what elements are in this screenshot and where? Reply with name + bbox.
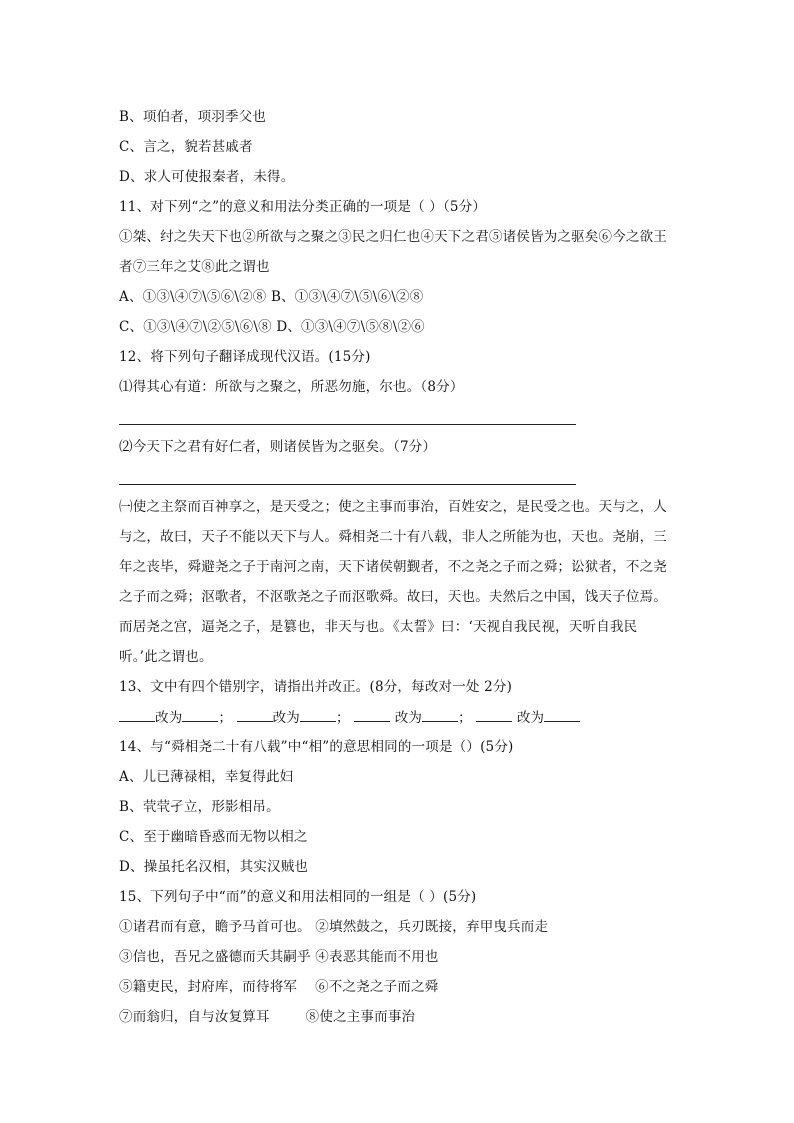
q13-fill-blanks <box>119 707 580 728</box>
q12-sentence-1: ⑴得其心有道：所欲与之聚之，所恶勿施，尔也。（8分） <box>119 379 464 395</box>
q11-items-line-2: 者⑦三年之艾⑧此之谓也 <box>119 259 270 275</box>
answer-line-1[interactable] <box>119 424 576 425</box>
answer-line-2[interactable] <box>119 484 576 485</box>
q12-sentence-2: ⑵今天下之君有好仁者，则诸侯皆为之驱矣。（7分） <box>119 439 437 455</box>
q11-options-ab: A、①③\④⑦\⑤⑥\②⑧ B、①③\④⑦\⑤\⑥\②⑧ <box>119 289 424 305</box>
fill-blank[interactable] <box>544 707 580 722</box>
passage-line-5: 而居尧之宫，逼尧之子，是篡也，非天与也。《太誓》曰：‘天视自我民视，天听自我民 <box>119 619 638 635</box>
fill-blank[interactable] <box>119 707 155 722</box>
question-12: 12、将下列句子翻译成现代汉语。(15分) <box>119 349 371 365</box>
q11-options-cd: C、①③\④⑦\②⑤\⑥\⑧ D、①③\④⑦\⑤⑧\②⑥ <box>119 319 425 335</box>
fill-blank[interactable] <box>237 707 273 722</box>
passage-line-4: 之子而之舜；沤歌者，不沤歌尧之子而沤歌舜。故曰，天也。夫然后之中国，饯天子位焉。 <box>119 589 667 605</box>
change-to-label: 改为 <box>155 710 183 726</box>
q11-items-line-1: ①桀、纣之失天下也②所欲与之聚之③民之归仁也④天下之君⑤诸侯皆为之驱矣⑥今之欲王 <box>119 229 667 245</box>
passage-line-3: 年之丧毕，舜避尧之子于南河之南，天下诸侯朝觐者，不之尧之子而之舜；讼狱者，不之尧 <box>119 559 667 575</box>
option-c-line: C、言之，貌若甚戚者 <box>119 139 253 155</box>
separator: ； <box>218 710 233 726</box>
question-14: 14、与“舜相尧二十有八载”中“相”的意思相同的一项是（）(5分) <box>119 739 514 755</box>
question-15: 15、下列句子中“而”的意义和用法相同的一组是（ ）(5分) <box>119 889 477 905</box>
option-b-line: B、项伯者，项羽季父也 <box>119 109 267 125</box>
q14-option-a: A、儿已薄禄相，幸复得此妇 <box>119 769 294 785</box>
passage-line-6: 听。’此之谓也。 <box>119 649 213 665</box>
fill-blank[interactable] <box>422 707 458 722</box>
change-to-label: 改为 <box>516 710 545 726</box>
q15-items-7-8: ⑦而翁归，自与汝复算耳 ⑧使之主事而事治 <box>119 1009 416 1025</box>
fill-blank[interactable] <box>182 707 218 722</box>
question-13: 13、文中有四个错别字，请指出并改正。(8分，每改对一处 2分) <box>119 679 513 695</box>
q14-option-b: B、茕茕孑立，形影相吊。 <box>119 799 280 815</box>
option-d-line: D、求人可使报秦者，未得。 <box>119 169 295 185</box>
q15-items-3-4: ③信也，吾兄之盛德而夭其嗣乎 ④表恶其能而不用也 <box>119 949 439 965</box>
q15-items-5-6: ⑤籍吏民，封府库，而待将军 ⑥不之尧之子而之舜 <box>119 979 439 995</box>
q14-option-d: D、操虽托名汉相，其实汉贼也 <box>119 859 309 875</box>
q14-option-c: C、至于幽暗昏惑而无物以相之 <box>119 829 308 845</box>
question-11: 11、对下列“之”的意义和用法分类正确的一项是（ ）（5分） <box>119 199 487 215</box>
separator: ； <box>336 710 350 726</box>
separator: ； <box>458 710 472 726</box>
passage-line-1: ㈠使之主祭而百神享之，是天受之；使之主事而事治，百姓安之，是民受之也。天与之，人 <box>119 499 667 515</box>
q15-items-1-2: ①诸君而有意，瞻予马首可也。 ②填然鼓之，兵刃既接，弃甲曳兵而走 <box>119 919 549 935</box>
fill-blank[interactable] <box>354 707 390 722</box>
change-to-label: 改为 <box>394 710 423 726</box>
fill-blank[interactable] <box>300 707 336 722</box>
passage-line-2: 与之，故曰，天子不能以天下与人。舜相尧二十有八载，非人之所能为也，天也。尧崩，三 <box>119 529 667 545</box>
fill-blank[interactable] <box>476 707 512 722</box>
change-to-label: 改为 <box>272 710 301 726</box>
